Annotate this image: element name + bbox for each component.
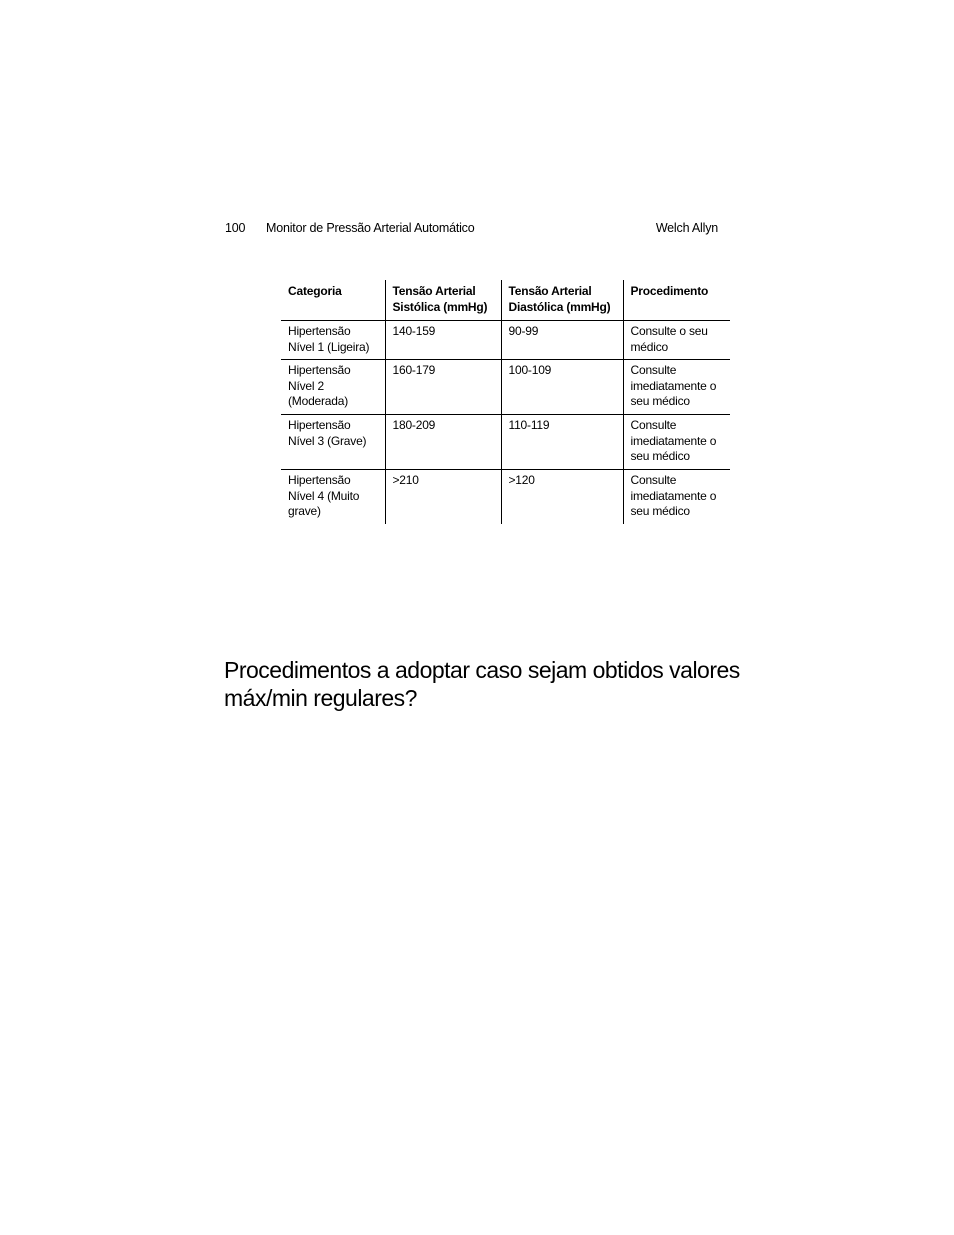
page-number: 100: [225, 221, 246, 235]
cell-procedure: Consulte imediatamente o seu médico: [623, 415, 730, 470]
cell-category: Hipertensão Nível 2 (Moderada): [281, 360, 385, 415]
table-row: [281, 321, 730, 360]
cell-procedure: Consulte imediatamente o seu médico: [623, 470, 730, 525]
column-header-category: Categoria: [281, 280, 385, 321]
cell-systolic: 160-179: [385, 360, 501, 415]
cell-diastolic: 90-99: [501, 321, 623, 360]
brand-name: Welch Allyn: [655, 221, 718, 235]
cell-category: Hipertensão Nível 1 (Ligeira): [281, 321, 385, 360]
document-title: Monitor de Pressão Arterial Automático: [266, 221, 475, 235]
cell-systolic: 140-159: [385, 321, 501, 360]
table-row: [281, 360, 730, 415]
column-header-procedure: Procedimento: [623, 280, 730, 321]
cell-systolic: >210: [385, 470, 501, 525]
cell-diastolic: 100-109: [501, 360, 623, 415]
table-row: [281, 470, 730, 525]
section-heading: Procedimentos a adoptar caso sejam obtidos valores máx/min regulares?: [224, 657, 740, 711]
column-header-systolic: Tensão Arterial Sistólica (mmHg): [385, 280, 501, 321]
column-header-diastolic: Tensão Arterial Diastólica (mmHg): [501, 280, 623, 321]
table-header-row: [281, 280, 730, 321]
cell-systolic: 180-209: [385, 415, 501, 470]
cell-procedure: Consulte o seu médico: [623, 321, 730, 360]
cell-category: Hipertensão Nível 4 (Muito grave): [288, 473, 360, 518]
table-row: [281, 415, 730, 470]
cell-category: Hipertensão Nível 3 (Grave): [281, 415, 385, 470]
blood-pressure-table: [281, 280, 730, 524]
cell-procedure: Consulte imediatamente o seu médico: [623, 360, 730, 415]
page-header: [225, 221, 718, 239]
cell-diastolic: >120: [501, 470, 623, 525]
cell-diastolic: 110-119: [501, 415, 623, 470]
